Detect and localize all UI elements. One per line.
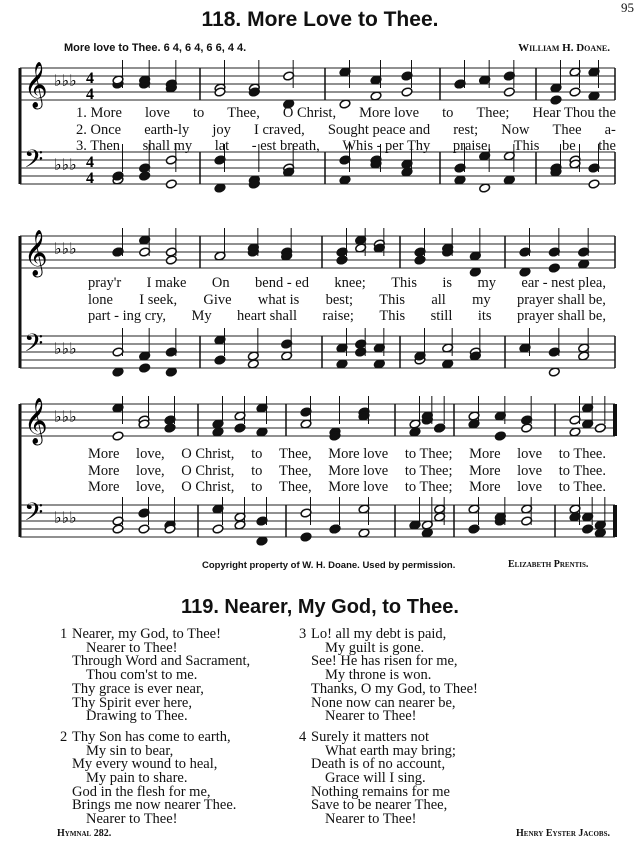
bass-clef-icon: 𝄢	[24, 145, 44, 180]
lyric-syllable: 3. Then	[76, 138, 121, 154]
lyric-line	[88, 275, 606, 292]
verse-line: What earth may bring;	[325, 742, 456, 759]
lyric-syllable: 1. More	[76, 105, 122, 121]
lyric-syllable: My	[191, 308, 212, 324]
lyric-line	[76, 138, 616, 155]
lyric-syllable: a-	[604, 121, 616, 138]
hymn-118-title: 118. More Love to Thee.	[201, 8, 439, 31]
hymnal-reference: Hymnal 282.	[57, 828, 112, 839]
note-head	[234, 423, 246, 433]
verse-number: 4	[299, 728, 307, 745]
author-118: Elizabeth Prentis.	[508, 559, 589, 570]
lyric-syllable: This	[379, 308, 406, 324]
lyric-syllable: ear - nest plea,	[521, 275, 606, 291]
lyric-syllable: best;	[325, 291, 353, 308]
key-signature-flats: ♭♭♭	[54, 157, 77, 174]
note-head	[214, 355, 226, 365]
verse-line: My guilt is gone.	[325, 639, 425, 656]
note-head	[434, 423, 446, 433]
lyric-syllable: joy	[212, 121, 231, 138]
note-head	[329, 524, 341, 534]
lyric-syllable: Thee,	[227, 105, 260, 121]
lyric-line	[88, 292, 606, 309]
verse-line: None now can nearer be,	[311, 694, 456, 711]
note-head	[139, 363, 151, 373]
lyric-syllable: to	[251, 462, 263, 479]
lyric-syllable: Thee;	[476, 105, 510, 121]
lyric-syllable: to Thee;	[404, 479, 453, 495]
lyric-syllable: More love	[359, 105, 420, 121]
verse-line: Nearer, my God, to Thee!	[72, 626, 221, 642]
lyric-syllable: love	[517, 462, 543, 479]
note-head	[582, 524, 594, 534]
verse-line: Nothing remains for me	[311, 783, 450, 800]
lyric-syllable: what is	[257, 291, 300, 308]
bass-clef-icon: 𝄢	[24, 498, 44, 533]
lyric-syllable: This	[379, 291, 406, 308]
verse-line: Thy Spirit ever here,	[72, 694, 192, 711]
verse-line: Through Word and Sacrament,	[72, 653, 251, 670]
poem-column-2	[299, 626, 478, 828]
key-signature-flats: ♭♭♭	[54, 341, 77, 358]
lyric-syllable: to	[442, 105, 454, 121]
verse-number: 3	[299, 626, 307, 642]
composer: William H. Doane.	[518, 42, 610, 54]
lyric-syllable: my	[472, 291, 491, 308]
lyric-syllable: raise;	[322, 308, 354, 324]
lyric-syllable: to Thee.	[558, 479, 606, 495]
lyric-syllable: shall my	[142, 138, 193, 154]
note-head	[588, 179, 600, 189]
note-head	[112, 431, 124, 441]
note-head	[468, 524, 480, 534]
lyric-syllable: rest;	[453, 121, 479, 138]
lyric-syllable: O Christ,	[181, 446, 235, 462]
lyric-syllable: to	[251, 446, 263, 462]
lyric-syllable: More	[88, 462, 120, 479]
lyric-syllable: love	[517, 479, 543, 495]
lyric-syllable: Now	[501, 121, 530, 138]
key-signature-flats: ♭♭♭	[54, 241, 77, 258]
verse-line: Thy Son has come to earth,	[72, 728, 231, 745]
verse-line: Nearer to Thee!	[325, 811, 417, 828]
lyric-line	[88, 479, 606, 496]
time-signature: 4	[86, 86, 94, 103]
note-head	[503, 87, 515, 97]
lyric-syllable: to Thee;	[404, 462, 453, 479]
lyric-syllable: Thee,	[278, 479, 312, 495]
lyric-syllable: to Thee.	[558, 446, 606, 462]
lyric-syllable: my	[477, 275, 496, 291]
treble-clef-icon: 𝄞	[24, 398, 48, 444]
verse-line: Brings me now nearer Thee.	[72, 797, 237, 814]
key-signature-flats: ♭♭♭	[54, 409, 77, 426]
lyric-syllable: praise,	[452, 138, 492, 154]
lyric-line	[88, 446, 606, 463]
lyric-syllable: Sought peace and	[327, 121, 431, 138]
page-number: 95	[621, 0, 634, 15]
key-signature-flats: ♭♭♭	[54, 73, 77, 90]
note-head	[138, 524, 150, 534]
lyrics-system-1	[76, 105, 616, 155]
verse-line: Save to be nearer Thee,	[311, 797, 448, 814]
lyric-syllable: lone	[88, 291, 113, 308]
verse-line: Grace will I sing.	[325, 770, 426, 787]
copyright-note: Copyright property of W. H. Doane. Used by permission.	[202, 560, 456, 571]
lyric-syllable: I craved,	[254, 121, 305, 138]
verse-line: Thanks, O my God, to Thee!	[311, 680, 478, 697]
verse-line: Nearer to Thee!	[86, 811, 178, 828]
lyric-syllable: part - ing cry,	[88, 308, 166, 324]
lyric-line	[76, 105, 616, 122]
verse-line: God in the flesh for me,	[72, 783, 211, 800]
lyric-syllable: Thee,	[278, 446, 312, 462]
author-119: Henry Eyster Jacobs.	[516, 828, 610, 839]
verse	[60, 626, 251, 725]
lyric-syllable: Hear Thou the	[532, 105, 616, 121]
lyric-syllable: O Christ,	[181, 479, 235, 495]
verse-line: See! He has risen for me,	[311, 653, 458, 670]
verse-number: 2	[60, 728, 68, 745]
lyric-syllable: to	[251, 479, 263, 495]
lyric-syllable: More love	[328, 446, 389, 462]
lyric-syllable: love,	[136, 446, 165, 462]
lyric-syllable: lat	[214, 138, 230, 154]
tune-meter: More love to Thee. 6 4, 6 4, 6 6, 4 4.	[64, 42, 247, 54]
lyric-syllable: Thee	[552, 121, 582, 138]
lyric-syllable: O Christ,	[282, 105, 337, 121]
lyric-syllable: love,	[136, 479, 165, 495]
note-head	[401, 87, 413, 97]
lyric-syllable: be	[562, 138, 576, 154]
lyric-syllable: This	[391, 275, 417, 291]
lyric-syllable: still	[430, 308, 453, 324]
lyric-syllable: is	[442, 275, 453, 291]
note-head	[569, 87, 581, 97]
lyric-syllable: This	[513, 138, 540, 154]
lyric-syllable: knee;	[334, 275, 366, 291]
note-head	[300, 532, 312, 542]
poem-column-1	[60, 626, 251, 828]
treble-clef-icon: 𝄞	[24, 62, 48, 108]
lyric-syllable: More	[88, 479, 120, 495]
lyric-line	[88, 463, 606, 480]
verse	[60, 728, 250, 828]
lyrics-system-3	[88, 446, 606, 496]
note-head	[594, 423, 606, 433]
note-head	[112, 524, 124, 534]
lyric-syllable: earth-ly	[144, 121, 190, 138]
lyric-syllable: O Christ,	[181, 462, 235, 479]
note-head	[494, 431, 506, 441]
verse-line: Nearer to Thee!	[86, 639, 178, 656]
lyric-line	[88, 308, 606, 325]
lyric-syllable: bend - ed	[255, 275, 309, 291]
lyric-syllable: the	[598, 138, 616, 154]
verse-line: Drawing to Thee.	[86, 708, 188, 725]
lyric-syllable: More	[88, 446, 120, 462]
lyric-syllable: to Thee;	[404, 446, 453, 462]
lyric-syllable: prayer shall be,	[516, 308, 606, 324]
lyric-syllable: More	[469, 462, 501, 479]
lyric-syllable: Thee,	[278, 462, 312, 479]
lyric-syllable: its	[477, 308, 492, 324]
lyric-syllable: love,	[136, 462, 165, 479]
key-signature-flats: ♭♭♭	[54, 510, 77, 527]
note-head	[414, 255, 426, 265]
verse-line: My every wound to heal,	[72, 756, 218, 773]
lyric-syllable: heart shall	[237, 308, 298, 324]
hymn-119-title: 119. Nearer, My God, to Thee.	[181, 596, 459, 618]
note-head	[548, 263, 560, 273]
lyric-syllable: prayer shall be,	[516, 291, 606, 308]
lyric-syllable: Give	[203, 291, 232, 308]
lyric-syllable: love	[517, 446, 543, 462]
verse-line: My pain to share.	[86, 770, 188, 787]
lyric-syllable: I seek,	[139, 291, 178, 308]
time-signature: 4	[86, 170, 94, 187]
lyric-syllable: More	[469, 479, 501, 495]
verse-line: Surely it matters not	[311, 728, 429, 745]
verse	[299, 728, 478, 828]
verse-line: Thy grace is ever near,	[72, 680, 204, 697]
verse-line: Death is of no account,	[311, 756, 446, 773]
lyric-syllable: On	[211, 275, 230, 291]
lyric-syllable: More love	[328, 479, 389, 495]
lyric-syllable: 2. Once	[76, 121, 122, 138]
lyric-syllable: More love	[328, 462, 389, 479]
note-head	[550, 95, 562, 105]
time-signature: 4	[86, 70, 94, 87]
lyric-syllable: pray'r	[88, 275, 122, 291]
lyric-syllable: More	[469, 446, 501, 462]
lyric-syllable: Whis - per Thy	[342, 138, 431, 154]
lyric-syllable: - est breath,	[251, 138, 320, 154]
note-head	[139, 171, 151, 181]
lyric-syllable: I make	[146, 275, 187, 291]
lyric-syllable: to	[192, 105, 205, 121]
note-head	[212, 524, 224, 534]
verse-number: 1	[60, 626, 68, 642]
verse-line: Thou com'st to me.	[86, 667, 198, 684]
time-signature: 4	[86, 154, 94, 171]
verse-line: My throne is won.	[325, 667, 432, 684]
note-head	[521, 423, 533, 433]
note-head	[165, 179, 177, 189]
treble-clef-icon: 𝄞	[24, 230, 48, 276]
verse-line: My sin to bear,	[86, 742, 174, 759]
lyric-line	[76, 122, 616, 139]
verse-line: Nearer to Thee!	[325, 708, 417, 725]
bass-clef-icon: 𝄢	[24, 329, 44, 364]
lyrics-system-2	[88, 275, 606, 325]
lyric-syllable: to Thee.	[558, 462, 606, 479]
lyric-syllable: love	[144, 105, 170, 121]
verse	[299, 626, 478, 725]
verse-line: Lo! all my debt is paid,	[311, 626, 447, 642]
lyric-syllable: all	[431, 291, 446, 308]
